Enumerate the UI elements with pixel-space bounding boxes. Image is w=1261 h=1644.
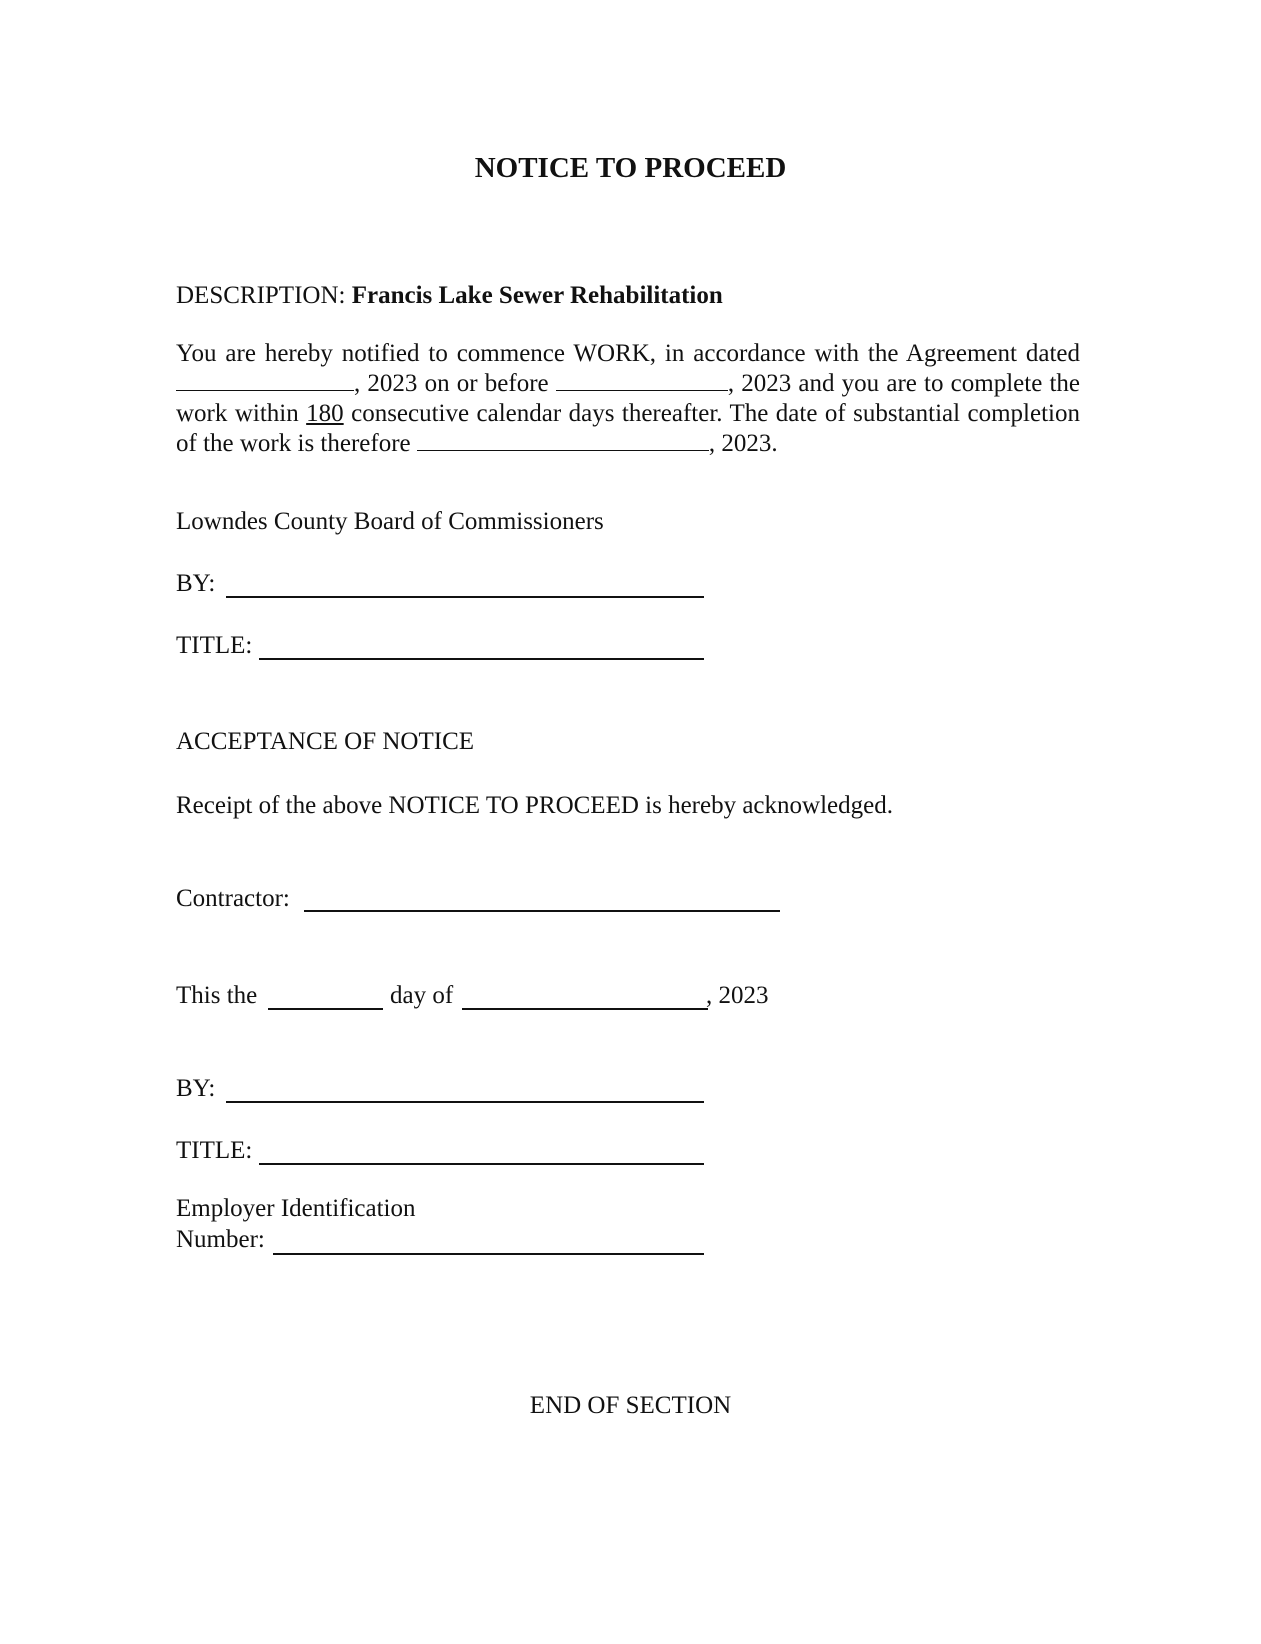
contractor-by-label: BY:	[176, 1075, 216, 1102]
description	[176, 280, 723, 311]
day-of-label: day of	[390, 982, 454, 1009]
owner-by-signature-line[interactable]	[226, 596, 704, 598]
paragraph-line-4b: , 2023.	[708, 430, 778, 457]
this-the-label: This the	[176, 982, 258, 1009]
completion-date-blank[interactable]	[417, 430, 709, 451]
contractor-title-line[interactable]	[259, 1163, 704, 1165]
paragraph-line-3b: consecutive calendar days thereafter. The date of substantial completion	[351, 400, 1080, 427]
owner-name: Lowndes County Board of Commissioners	[176, 508, 604, 535]
month-blank-line[interactable]	[462, 1008, 708, 1010]
project-name: Francis Lake Sewer Rehabilitation	[351, 282, 723, 309]
ein-label-line-1: Employer Identification	[176, 1195, 416, 1222]
contractor-line[interactable]	[304, 910, 780, 912]
acceptance-heading: ACCEPTANCE OF NOTICE	[176, 728, 475, 755]
ein-label-line-2: Number:	[176, 1226, 265, 1253]
paragraph-line-2a: , 2023 on or before	[354, 370, 549, 397]
paragraph-line-2	[176, 370, 1080, 398]
paragraph-line-4a: of the work is therefore	[176, 430, 411, 457]
paragraph-line-1: You are hereby notified to commence WORK, in accordance with the Agreement dated	[176, 340, 1080, 367]
paragraph-line-4	[176, 430, 778, 458]
page-title: NOTICE TO PROCEED	[474, 152, 787, 184]
paragraph-line-2b: , 2023 and you are to complete the	[727, 370, 1081, 397]
paragraph-line-3	[176, 400, 1080, 428]
description-label: DESCRIPTION:	[176, 282, 346, 309]
paragraph-line-3a: work within	[176, 400, 299, 427]
contractor-label: Contractor:	[176, 885, 290, 912]
contractor-title-label: TITLE:	[176, 1137, 253, 1164]
owner-by-label: BY:	[176, 570, 216, 597]
days-value: 180	[306, 400, 344, 427]
day-blank-line[interactable]	[268, 1008, 383, 1010]
contractor-by-signature-line[interactable]	[226, 1101, 704, 1103]
owner-title-label: TITLE:	[176, 632, 253, 659]
agreement-date-blank[interactable]	[176, 370, 354, 391]
ein-line[interactable]	[273, 1253, 704, 1255]
end-of-section: END OF SECTION	[529, 1392, 732, 1419]
year-suffix: , 2023	[706, 982, 769, 1009]
commence-date-blank[interactable]	[556, 370, 728, 391]
receipt-statement: Receipt of the above NOTICE TO PROCEED is hereby acknowledged.	[176, 792, 893, 819]
owner-title-line[interactable]	[259, 658, 704, 660]
